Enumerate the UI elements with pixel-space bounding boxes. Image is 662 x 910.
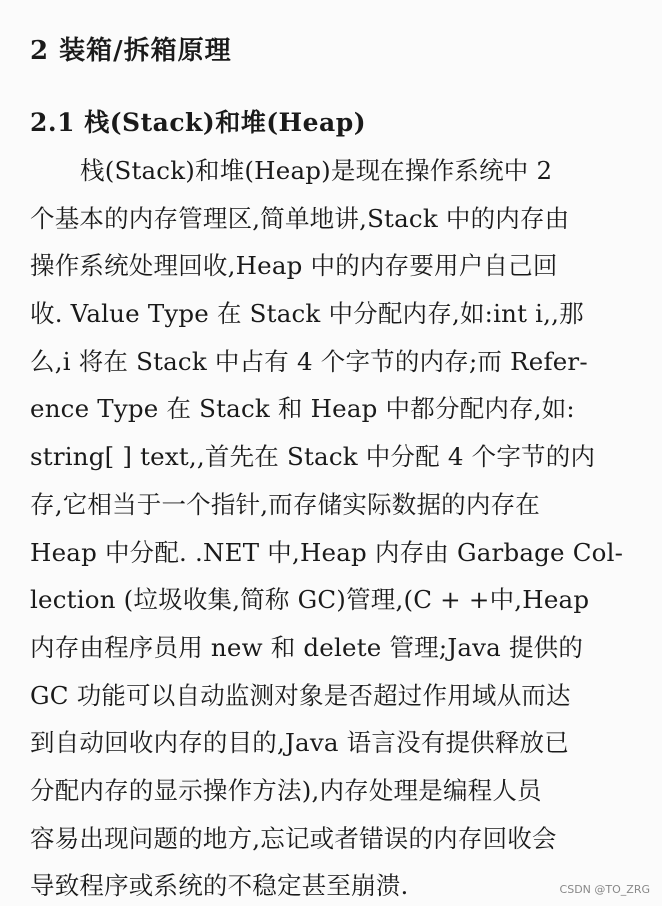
subsection-heading: 2.1 栈(Stack)和堆(Heap) <box>30 108 367 137</box>
body-paragraph <box>30 147 650 910</box>
paragraph-line: 收. Value Type 在 Stack 中分配内存,如:int i,,那 <box>30 299 584 329</box>
paragraph-line: string[ ] text,,首先在 Stack 中分配 4 个字节的内 <box>30 442 596 472</box>
paragraph-line: 到自动回收内存的目的,Java 语言没有提供释放已 <box>30 728 569 758</box>
paragraph-line: 操作系统处理回收,Heap 中的内存要用户自己回 <box>30 251 558 281</box>
paragraph-line: 栈(Stack)和堆(Heap)是现在操作系统中 2 <box>80 156 553 185</box>
paragraph-line: Heap 中分配. .NET 中,Heap 内存由 Garbage Col- <box>30 537 624 567</box>
paragraph-line: GC 功能可以自动监测对象是否超过作用域从而达 <box>30 680 571 710</box>
paragraph-line: 存,它相当于一个指针,而存储实际数据的内存在 <box>30 489 540 519</box>
paragraph-line: 个基本的内存管理区,简单地讲,Stack 中的内存由 <box>30 203 570 233</box>
watermark: CSDN @TO_ZRG <box>559 883 650 896</box>
paragraph-line: 么,i 将在 Stack 中占有 4 个字节的内存;而 Refer- <box>30 346 588 376</box>
paragraph-line: ence Type 在 Stack 和 Heap 中都分配内存,如: <box>30 394 575 424</box>
paragraph-line: lection (垃圾收集,简称 GC)管理,(C + +中,Heap <box>30 585 590 615</box>
paragraph-line: 容易出现问题的地方,忘记或者错误的内存回收会 <box>30 823 557 853</box>
paragraph-line: 分配内存的显示操作方法),内存处理是编程人员 <box>30 775 542 805</box>
paragraph-line: 导致程序或系统的不稳定甚至崩溃. <box>30 871 409 901</box>
section-heading: 2 装箱/拆箱原理 <box>30 36 232 66</box>
paragraph-line: 内存由程序员用 new 和 delete 管理;Java 提供的 <box>30 632 584 662</box>
